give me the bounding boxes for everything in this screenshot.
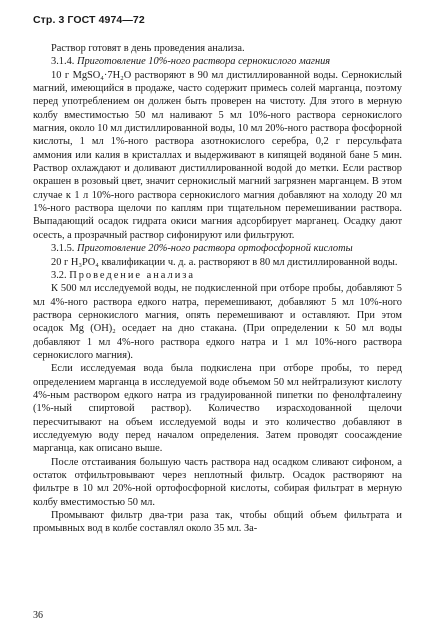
section-heading-3-1-4 bbox=[33, 55, 402, 68]
paragraph-filter-wash: Промывают фильтр два-три раза так, чтобы общий объем фильтрата и промывных вод в колбе составлял около 35 мл. За- bbox=[33, 510, 402, 535]
paragraph-settling: После отстаивания большую часть раствора над осадком сливают сифоном, а остаток отфильтровывают через неплотный фильтр. Осадок растворяют на фильтре в 10 мл 20%-ной ортофосфорной кислоты, собирая фильтрат в мерную колбу вместимостью 50 мл. bbox=[33, 456, 402, 508]
section-title: Приготовление 20%-ного раствора ортофосфорной кислоты bbox=[76, 243, 353, 255]
page-header: Стр. 3 ГОСТ 4974—72 bbox=[33, 14, 145, 26]
document-body bbox=[33, 42, 402, 536]
paragraph-phosphoric-acid: 20 г H₃PO₄ квалификации ч. д. а. растворяют в 80 мл дистиллированной воды. bbox=[51, 256, 398, 268]
paragraph-prep-day: Раствор готовят в день проведения анализа. bbox=[51, 43, 245, 54]
page-number: 36 bbox=[33, 610, 43, 621]
section-number: 3.2. bbox=[51, 269, 70, 281]
section-title: Приготовление 10%-ного раствора сернокислого магния bbox=[76, 56, 331, 68]
section-number: 3.1.4. bbox=[51, 56, 77, 68]
paragraph-magnesium-sulfate: 10 г MgSO₄·7H₂O растворяют в 90 мл дистиллированной воды. Сернокислый магний, имеющийся в продаже, часто содержит примесь солей марганца, поэтому перед употреблением он должен быть проверен на чистоту. Для этого в мерную колбу вместимостью 50 мл наливают 5 мл 10%-ного раствора сернокислого магния, около 10 мл дистиллированной воды, 10 мл 20%-ного раствора фосфорной кислоты, 1 мл 1%-ного раствора азотнокислого серебра, 0,2 г персульфата аммония или калия в кристаллах и выдерживают в кипящей водяной бане 5 мин. Раствор охлаждают и доливают дистиллированной водой до метки. Если раствор окрашен в розовый цвет, значит сернокислый магний загрязнен марганцем. В этом случае к 1 л 10%-ного раствора сернокислого магния добавляют на холоду 20 мл 1%-ного раствора щелочи по каплям при тщательном перемешивании раствора. Выпадающий осадок гидрата окиси магния адсорбирует марганец. Осадку дают осесть, а прозрачный раствор сифонируют или фильтруют. bbox=[33, 69, 402, 241]
section-heading-3-2 bbox=[33, 269, 402, 282]
paragraph-acidified-sample: Если исследуемая вода была подкислена при отборе пробы, то перед определением марганца в исследуемой воде объемом 50 мл нейтрализуют кислоту 4%-ным раствором едкого натра из градуированной пипетки по фенолфталеину (1%-ный спиртовой раствор). Количество израсходованной щелочи пересчитывают на объем исследуемой воды и это количество добавляют в исследуемую воду перед началом определения. Затем проводят соосаждение марганца, как описано выше. bbox=[33, 363, 402, 455]
section-number: 3.1.5. bbox=[51, 243, 77, 255]
section-heading-3-1-5 bbox=[33, 242, 402, 255]
section-title: Проведение анализа bbox=[69, 269, 195, 281]
paragraph-analysis-procedure: К 500 мл исследуемой воды, не подкисленной при отборе пробы, добавляют 5 мл 4%-ного раствора едкого натра, перемешивают, добавляют 5 мл 10%-ного раствора сернокислого магния, опять перемешивают и оставляют. При этом осадок Mg (OH)₂ оседает на дно стакана. (При определении к 50 мл воды добавляют 1 мл 4%-ного раствора едкого натра и 1 мл 10%-ного раствора сернокислого магния). bbox=[33, 283, 402, 361]
